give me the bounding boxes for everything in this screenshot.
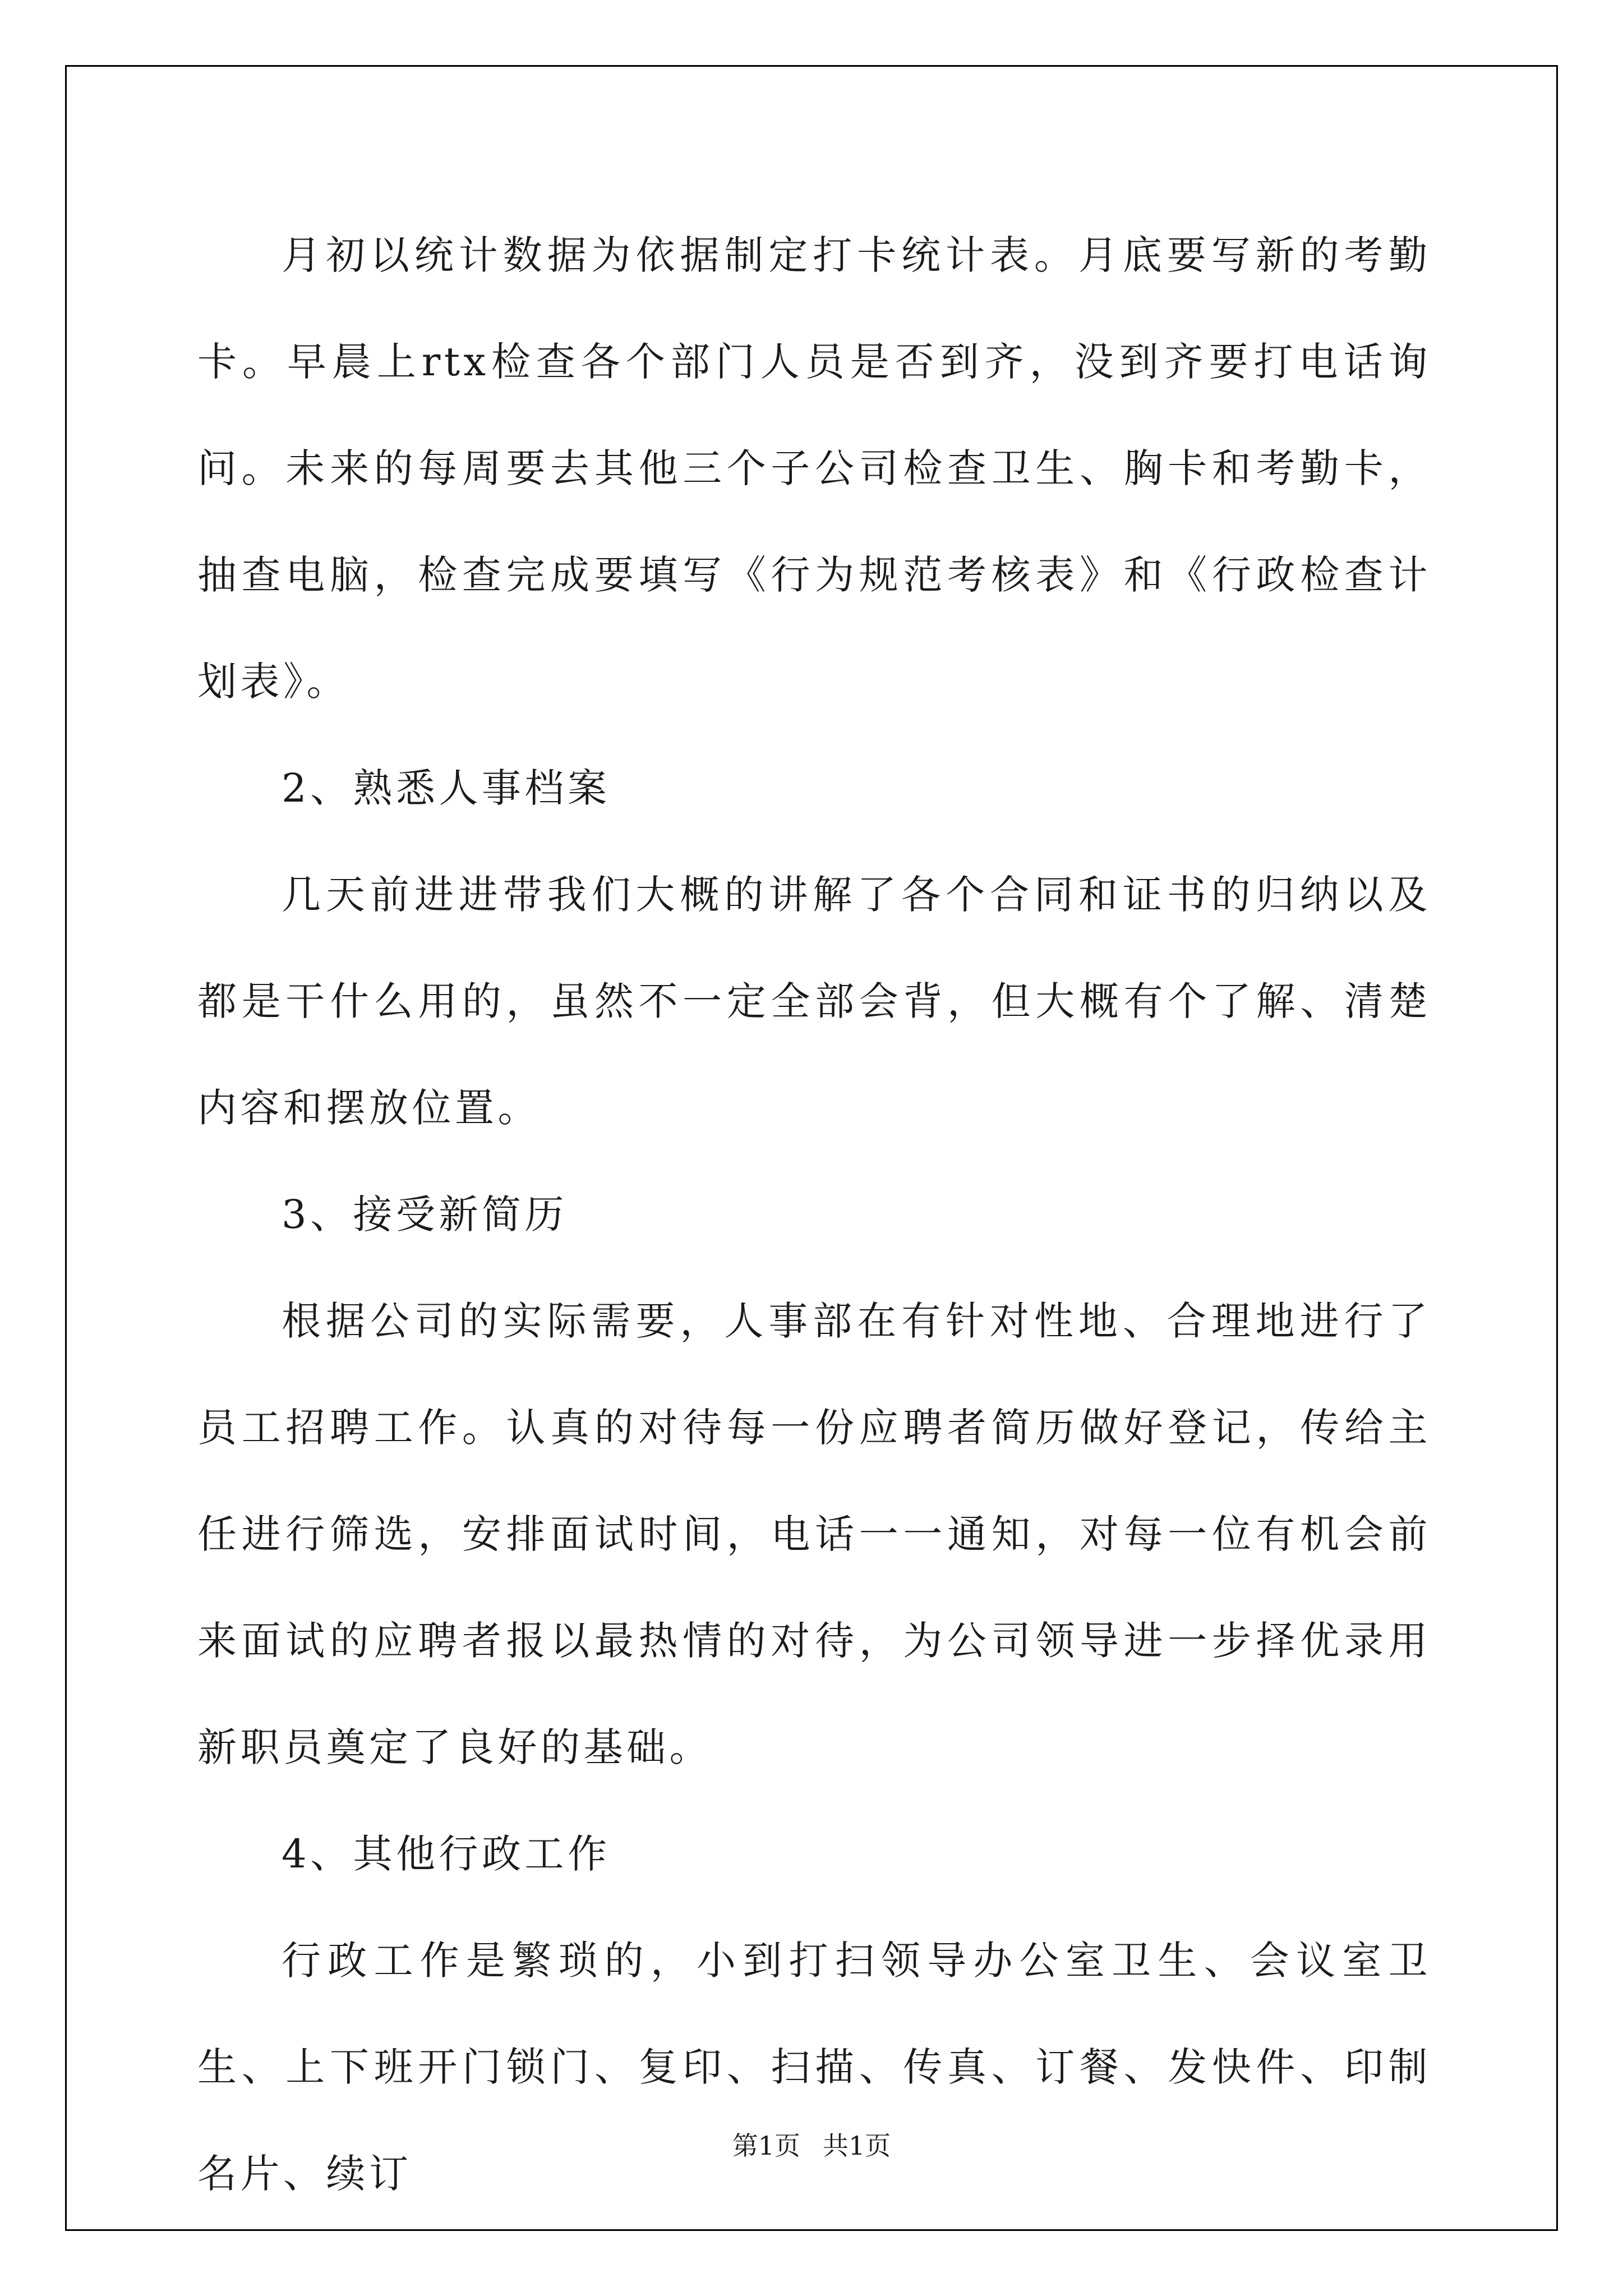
paragraph-new-resumes: 根据公司的实际需要，人事部在有针对性地、合理地进行了员工招聘工作。认真的对待每一份应聘者简历做好登记，传给主任进行筛选，安排面试时间，电话一一通知，对每一位有机会前来面试的应聘者报以最热情的对待，为公司领导进一步择优录用新职员奠定了良好的基础。 [197,1298,1431,1770]
page-number: 第1页 [732,2131,800,2161]
heading-personnel-files: 2、熟悉人事档案 [282,765,611,811]
heading-new-resumes: 3、接受新简历 [282,1191,568,1237]
heading-other-admin: 4、其他行政工作 [282,1831,611,1877]
paragraph-other-admin: 行政工作是繁琐的，小到打扫领导办公室卫生、会议室卫生、上下班开门锁门、复印、扫描、传真、订餐、发快件、印制名片、续订 [197,1938,1431,2197]
paragraph-personnel-files: 几天前进进带我们大概的讲解了各个合同和证书的归纳以及都是干什么用的，虽然不一定全部会背，但大概有个了解、清楚内容和摆放位置。 [197,872,1431,1131]
paragraph-attendance: 月初以统计数据为依据制定打卡统计表。月底要写新的考勤卡。早晨上rtx检查各个部门人员是否到齐，没到齐要打电话询问。未来的每周要去其他三个子公司检查卫生、胸卡和考勤卡，抽查电脑，检查完成要填写《行为规范考核表》和《行政检查计划表》。 [197,232,1431,705]
document-body [197,202,1431,2227]
page-footer [0,2129,1623,2162]
page-total: 共1页 [823,2131,891,2161]
